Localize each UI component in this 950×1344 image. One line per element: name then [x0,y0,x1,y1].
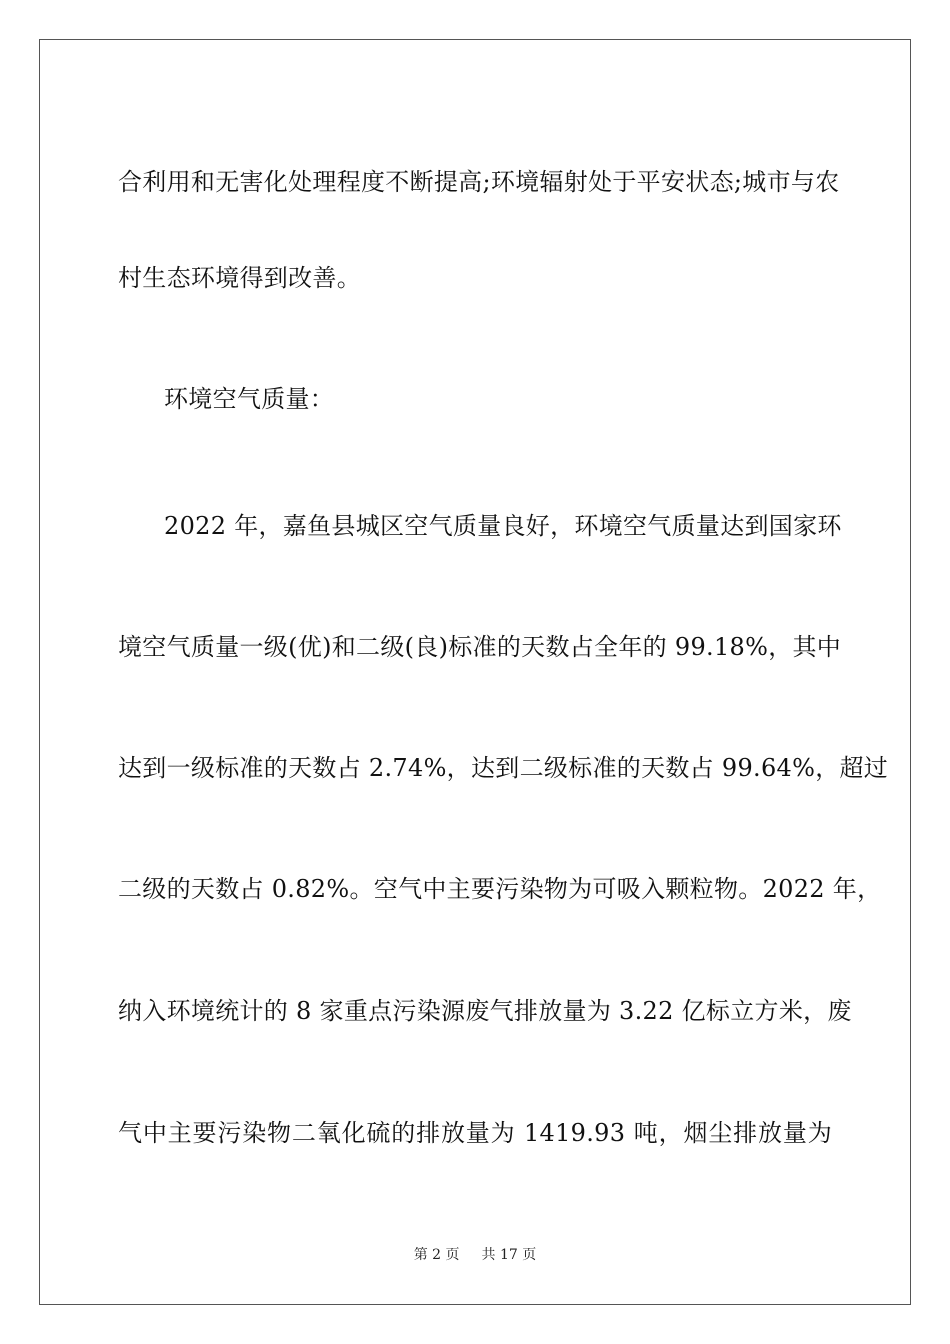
text-line-9: 气中主要污染物二氧化硫的排放量为 1419.93 吨，烟尘排放量为 [118,1119,832,1147]
text-line-2: 村生态环境得到改善。 [118,264,361,292]
text-line-7: 二级的天数占 0.82%。空气中主要污染物为可吸入颗粒物。2022 年， [118,875,882,903]
page-footer [0,1246,950,1264]
text-line-1: 合利用和无害化处理程度不断提高;环境辐射处于平安状态;城市与农 [118,168,840,196]
text-line-6: 达到一级标准的天数占 2.74%，达到二级标准的天数占 99.64%，超过 [118,754,889,782]
page-total: 共 17 页 [481,1247,537,1263]
page-border [39,39,911,1305]
section-heading: 环境空气质量： [164,385,335,413]
text-line-5: 境空气质量一级(优)和二级(良)标准的天数占全年的 99.18%，其中 [118,633,842,661]
page-number: 第 2 页 [413,1247,460,1263]
text-line-8: 纳入环境统计的 8 家重点污染源废气排放量为 3.22 亿标立方米，废 [118,997,852,1025]
text-line-4: 2022 年，嘉鱼县城区空气质量良好，环境空气质量达到国家环 [164,512,842,540]
